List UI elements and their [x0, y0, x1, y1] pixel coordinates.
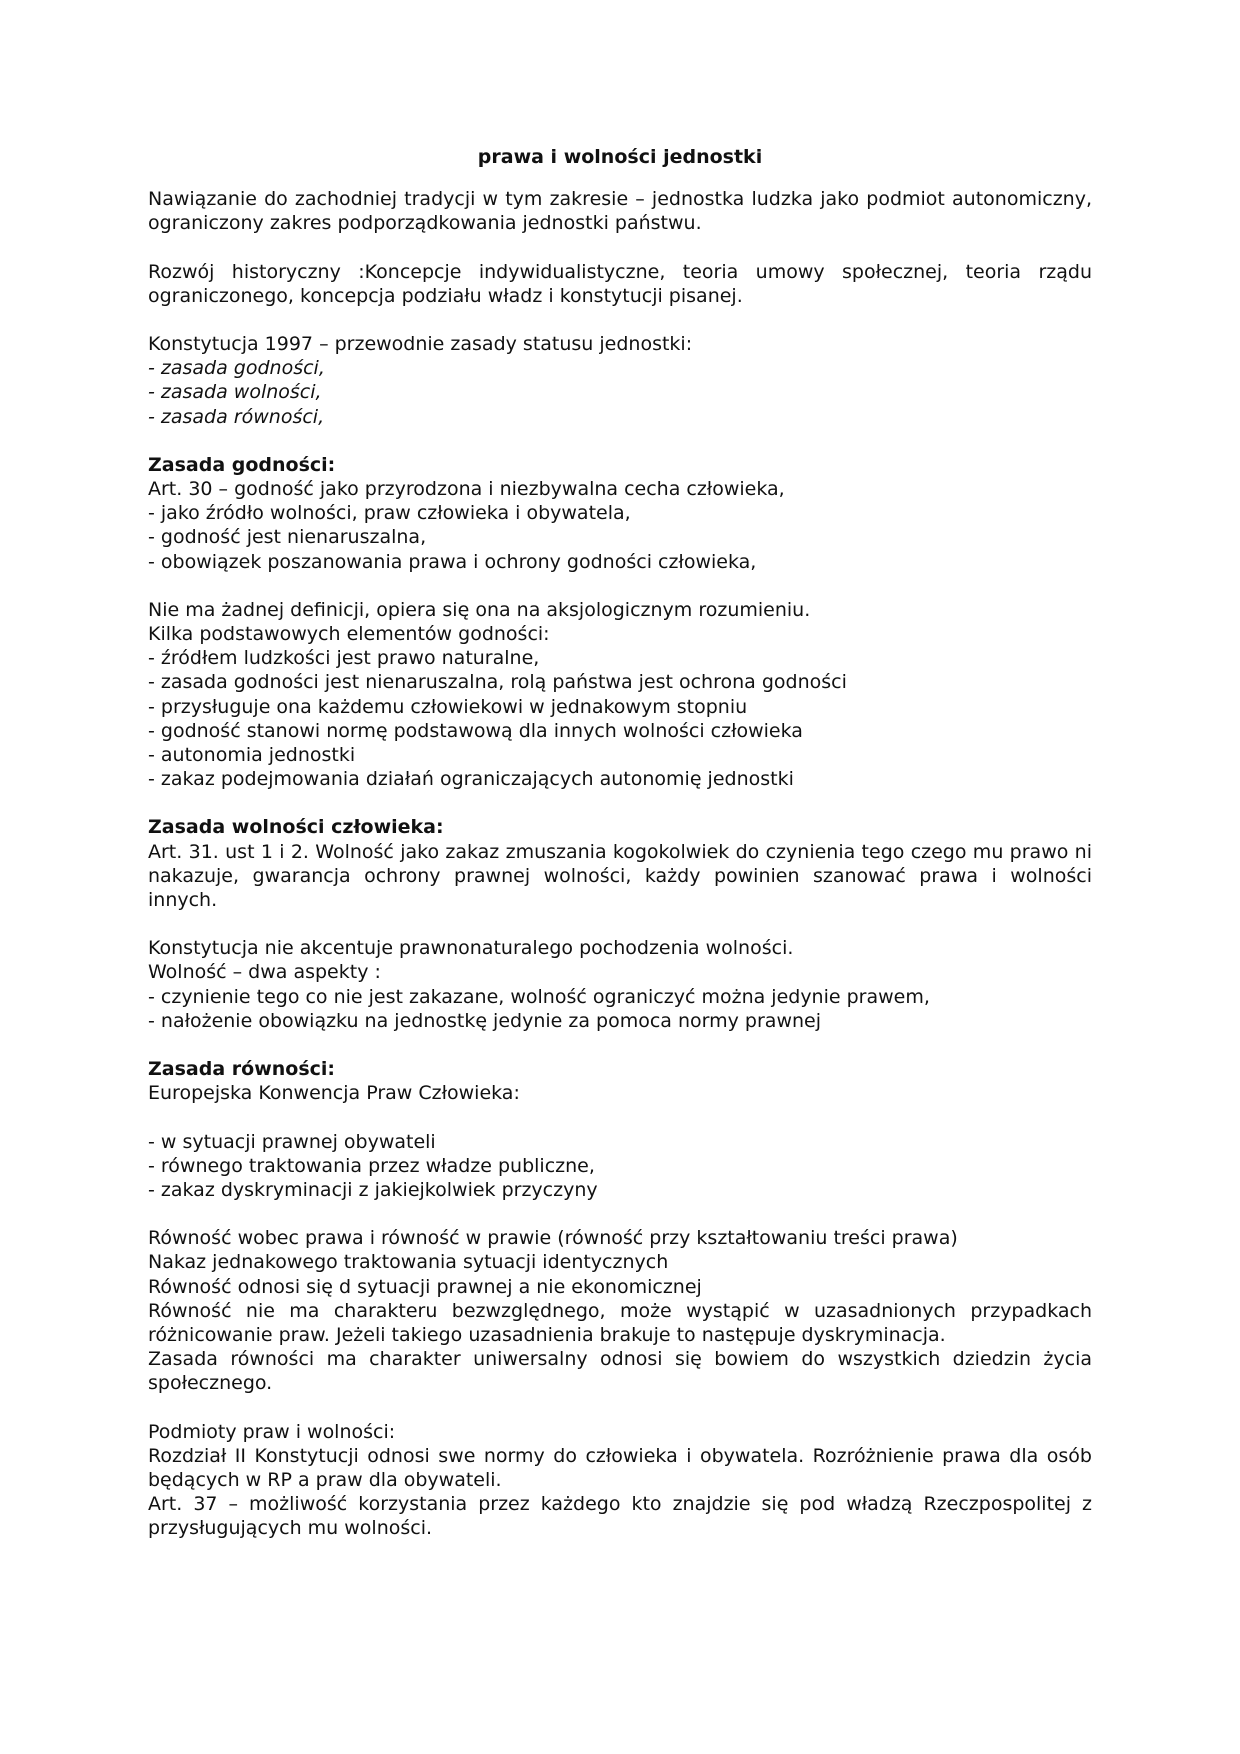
blank-line: [148, 1106, 1092, 1130]
subjects-article: Art. 37 – możliwość korzystania przez każdego kto znajdzie się pod władzą Rzeczpospolitej z przysługujących mu wolności.: [148, 1493, 1092, 1540]
list-item: - przysługuje ona każdemu człowiekowi w jednakowym stopniu: [148, 695, 748, 718]
equality-details-section: [148, 1226, 1092, 1395]
list-item: - zasada równości,: [148, 405, 325, 428]
document-page: [148, 145, 1092, 1565]
subjects-lead: Podmioty praw i wolności:: [148, 1420, 396, 1443]
list-item: Art. 30 – godność jako przyrodzona i niezbywalna cecha człowieka,: [148, 478, 785, 501]
definition-text: Nie ma żadnej definicji, opiera się ona na aksjologicznym rozumieniu.: [148, 598, 811, 621]
list-item: - zasada godności jest nienaruszalna, rolą państwa jest ochrona godności: [148, 671, 847, 694]
convention-text: Europejska Konwencja Praw Człowieka:: [148, 1082, 520, 1105]
freedom-aspects-section: [148, 936, 1092, 1033]
list-item: - zakaz dyskryminacji z jakiejkolwiek przyczyny: [148, 1178, 598, 1201]
list-item: - godność stanowi normę podstawową dla innych wolności człowieka: [148, 719, 803, 742]
freedom-section: [148, 815, 1092, 912]
constitution-section: [148, 332, 1092, 429]
list-item: - obowiązek poszanowania prawa i ochrony godności człowieka,: [148, 550, 757, 573]
list-item: - nałożenie obowiązku na jednostkę jedynie za pomoca normy prawnej: [148, 1009, 821, 1032]
subjects-section: [148, 1420, 1092, 1541]
equality-line: Nakaz jednakowego traktowania sytuacji identycznych: [148, 1251, 669, 1274]
elements-lead: Kilka podstawowych elementów godności:: [148, 623, 550, 646]
list-item: - równego traktowania przez władze publiczne,: [148, 1154, 595, 1177]
equality-universal: Zasada równości ma charakter uniwersalny odnosi się bowiem do wszystkich dziedzin życia społecznego.: [148, 1348, 1092, 1395]
section-heading: Zasada godności:: [148, 453, 336, 476]
equality-nonabsolute: Równość nie ma charakteru bezwzględnego, może wystąpić w uzasadnionych przypadkach różnicowanie praw. Jeżeli takiego uzasadnienia brakuje to następuje dyskryminacja.: [148, 1299, 1092, 1346]
freedom-note: Konstytucja nie akcentuje prawnonaturalego pochodzenia wolności.: [148, 937, 794, 960]
constitution-lead: Konstytucja 1997 – przewodnie zasady statusu jednostki:: [148, 333, 693, 356]
document-title: prawa i wolności jednostki: [477, 146, 763, 168]
list-item: - zakaz podejmowania działań ograniczających autonomię jednostki: [148, 768, 794, 791]
list-item: - jako źródło wolności, praw człowieka i obywatela,: [148, 502, 631, 525]
section-heading: Zasada wolności człowieka:: [148, 816, 444, 839]
aspects-lead: Wolność – dwa aspekty :: [148, 961, 381, 984]
subjects-chapter: Rozdział II Konstytucji odnosi swe normy do człowieka i obywatela. Rozróżnienie prawa dla osób będących w RP a praw dla obywateli.: [148, 1444, 1092, 1491]
equality-line: Równość odnosi się d sytuacji prawnej a nie ekonomicznej: [148, 1275, 702, 1298]
section-heading: Zasada równości:: [148, 1058, 336, 1081]
history-paragraph: Rozwój historyczny :Koncepcje indywidualistyczne, teoria umowy społecznej, teoria rządu ograniczonego, koncepcja podziału władz i konstytucji pisanej.: [148, 260, 1092, 307]
list-item: - zasada wolności,: [148, 381, 322, 404]
list-item: - godność jest nienaruszalna,: [148, 526, 427, 549]
list-item: - czynienie tego co nie jest zakazane, wolność ograniczyć można jedynie prawem,: [148, 985, 930, 1008]
intro-paragraph: Nawiązanie do zachodniej tradycji w tym zakresie – jednostka ludzka jako podmiot autonomiczny, ograniczony zakres podporządkowania jednostki państwu.: [148, 188, 1092, 235]
list-item: - źródłem ludzkości jest prawo naturalne,: [148, 647, 540, 670]
equality-section: [148, 1057, 1092, 1202]
dignity-section: [148, 453, 1092, 574]
list-item: - w sytuacji prawnej obywateli: [148, 1130, 436, 1153]
equality-line: Równość wobec prawa i równość w prawie (równość przy kształtowaniu treści prawa): [148, 1227, 958, 1250]
list-item: - zasada godności,: [148, 357, 325, 380]
dignity-elements-section: [148, 598, 1092, 792]
freedom-article: Art. 31. ust 1 i 2. Wolność jako zakaz zmuszania kogokolwiek do czynienia tego czego mu prawo ni nakazuje, gwarancja ochrony prawnej wolności, każdy powinien szanować prawa i wolności innych.: [148, 840, 1092, 912]
list-item: - autonomia jednostki: [148, 744, 356, 767]
